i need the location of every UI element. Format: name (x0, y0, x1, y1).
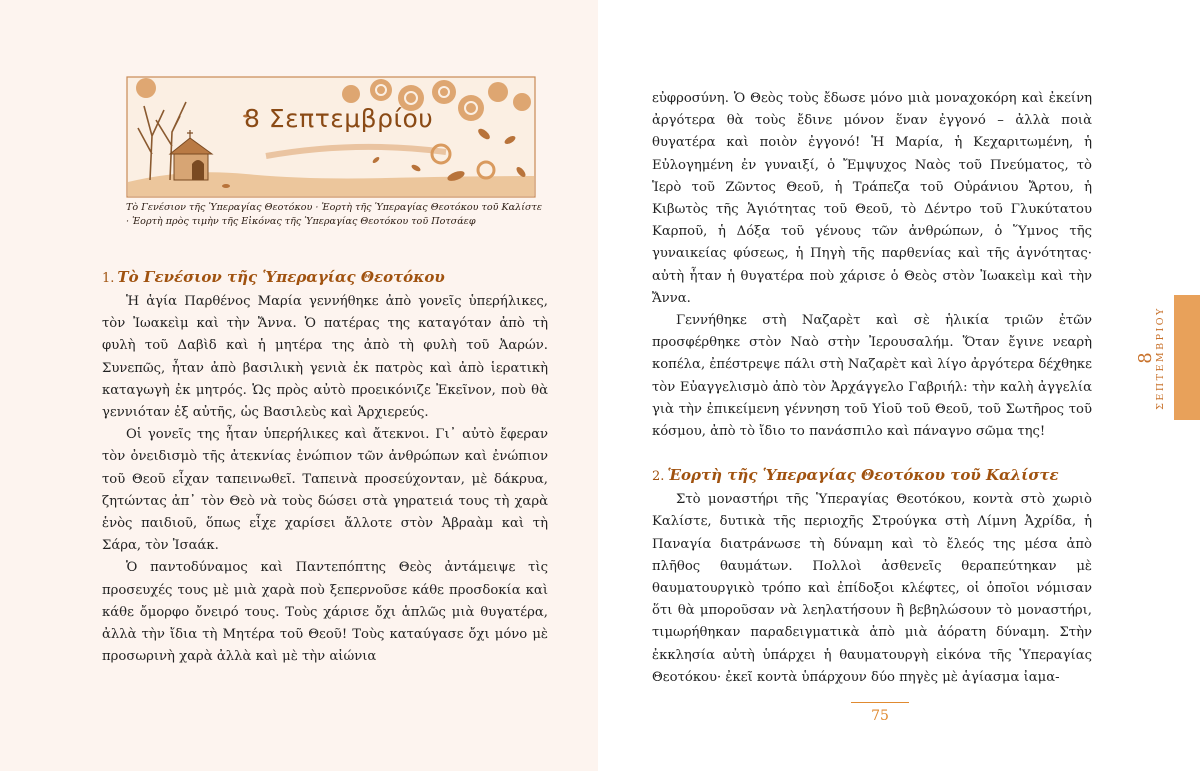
paragraph: Ἡ ἁγία Παρθένος Μαρία γεννήθηκε ἀπὸ γονεῖς ὑπερήλικες, τὸν Ἰωακεὶμ καὶ τὴν Ἄννα. Ὁ πατέρας της καταγόταν ἀπὸ τὴ φυλὴ τοῦ Δαβὶδ καὶ ἡ μητέρα της ἀπὸ τὴ φυλὴ τοῦ Ἀαρών. Συνεπῶς, ἦταν ἀπὸ βασιλικὴ γενιὰ ἐκ πατρὸς καὶ ἀπὸ ἱερατικὴ καταγωγὴ ἐκ μητρός. Ὡς πρὸς αὐτὸ προεικόνιζε Ἐκεῖνον, ποὺ θὰ γεννιόταν ἐξ αὐτῆς, ὡς Βασιλεὺς καὶ Ἀρχιερεύς. (102, 294, 548, 421)
page-number: 75 (871, 708, 889, 724)
paragraph: Οἱ γονεῖς της ἦταν ὑπερήλικες καὶ ἄτεκνοι. Γι᾽ αὐτὸ ἔφεραν τὸν ὀνειδισμὸ τῆς ἀτεκνίας ἐνώπιον τῶν ἀνθρώπων καὶ ἐνώπιον τοῦ Θεοῦ εἶχαν ταπεινωθεῖ. Ταπεινὰ προσεύχονταν, μὲ δάκρυα, ζητώντας ἀπ᾽ τὸν Θεὸ νὰ τοὺς δώσει στὰ γηρατειά τους τὴ χαρὰ ἑνὸς παιδιοῦ, ὅπως εἶχε χαρίσει ἄλλοτε στὸν Ἀβραὰμ καὶ τὴ Σάρα, τὸν Ἰσαάκ. (102, 427, 548, 554)
paragraph: εὐφροσύνη. Ὁ Θεὸς τοὺς ἔδωσε μόνο μιὰ μοναχοκόρη καὶ ἐκείνη ἀργότερα θὰ τοὺς ἔδινε μόνον ἕναν ἐγγονό – ἀλλὰ ποιὰ θυγατέρα καὶ ποιὸν ἐγγονό! Ἡ Μαρία, ἡ Κεχαριτωμένη, ἡ Εὐλογημένη ἐν γυναιξί, ὁ Ἔμψυχος Ναὸς τοῦ Πνεύματος, τὸ Ἱερὸ τοῦ Ζῶντος Θεοῦ, ἡ Τράπεζα τοῦ Οὐράνιου Ἄρτου, ἡ Κιβωτὸς τῆς Ἁγιότητας τοῦ Θεοῦ, τὸ Δέντρο τοῦ Γλυκύτατου Καρποῦ, ἡ Δόξα τοῦ γένους τῶν ἀνθρώπων, ὁ Ὕμνος τῆς γυναικείας φύσεως, ἡ Πηγὴ τῆς παρθενίας καὶ τῆς ἁγνότητας· αὐτὴ ἦταν ἡ θυγατέρα ποὺ χάρισε ὁ Θεὸς στὸν Ἰωακεὶμ καὶ τὴν Ἄννα. (652, 91, 1092, 306)
left-page (0, 0, 598, 771)
section-2-number: 2. (652, 469, 665, 485)
paragraph: Ὁ παντοδύναμος καὶ Παντεπόπτης Θεὸς ἀντάμειψε τὶς προσευχές τους μὲ μιὰ χαρὰ ποὺ ξεπερνοῦσε κάθε προσδοκία καὶ κάθε ὄμορφο ὄνειρό τους. Τοὺς χάρισε ὄχι ἁπλῶς μιὰ θυγατέρα, ἀλλὰ τὴν ἴδια τὴ Μητέρα τοῦ Θεοῦ! Τοὺς καταύγασε ὄχι μόνο μὲ προσωρινὴ χαρὰ ἀλλὰ καὶ μὲ τὴν αἰώνια (102, 560, 548, 665)
paragraph: Στὸ μοναστήρι τῆς Ὑπεραγίας Θεοτόκου, κοντὰ στὸ χωριὸ Καλίστε, δυτικὰ τῆς περιοχῆς Στρούγκα στὴ Λίμνη Ἀχρίδα, ἡ Παναγία διατράνωσε τὴ δύναμη καὶ τὸ ἔλεός της μέσα ἀπὸ πλῆθος θαυμάτων. Πολλοὶ ἀσθενεῖς θεραπεύτηκαν μὲ θαυματουργικὸ τρόπο καὶ ἐπίδοξοι κλέφτες, οἱ ὁποῖοι νόμισαν ὅτι θὰ μποροῦσαν νὰ λεηλατήσουν ἢ βεβηλώσουν τὸ μοναστήρι, τιμωρήθηκαν παραδειγματικὰ ἀπὸ μιὰ ἀόρατη δύναμη. Στὴν ἐκκλησία αὐτὴ ὑπάρχει ἡ θαυματουργὴ εἰκόνα τῆς Ὑπεραγίας Θεοτόκου· ἐκεῖ κοντὰ ὑπάρχουν δύο πηγὲς μὲ ἁγίασμα ἰαμα- (652, 492, 1092, 685)
left-text-column (102, 265, 548, 668)
autumn-chapel-illustration (126, 76, 536, 198)
chapter-banner-illustration (126, 76, 536, 198)
section-2-title: Ἑορτὴ τῆς Ὑπεραγίας Θεοτόκου τοῦ Καλίστε (667, 466, 1059, 485)
running-side-label (1132, 300, 1172, 420)
section-1-number: 1. (102, 271, 115, 286)
section-2-heading (652, 463, 1092, 489)
side-label-day: 8 (1135, 352, 1156, 364)
folio-rule (851, 702, 909, 703)
right-text-column (652, 88, 1092, 689)
thumb-index-tab (1174, 295, 1200, 420)
section-1-title: Τὸ Γενέσιον τῆς Ὑπεραγίας Θεοτόκου (117, 268, 445, 286)
chapter-date-title: 8 Σεπτεμβρίου (244, 104, 434, 133)
side-label-month: ΣΕΠΤΕΜΒΡΙΟΥ (1155, 306, 1166, 410)
chapter-feasts-caption: Τὸ Γενέσιον τῆς Ὑπεραγίας Θεοτόκου · Ἑορτὴ τῆς Ὑπεραγίας Θεοτόκου τοῦ Καλίστε · Ἑορτὴ πρὸς τιμὴν τῆς Εἰκόνας τῆς Ὑπεραγίας Θεοτόκου τοῦ Ποτσάεφ (126, 202, 542, 227)
paragraph: Γεννήθηκε στὴ Ναζαρὲτ καὶ σὲ ἡλικία τριῶν ἐτῶν προσφέρθηκε στὸν Ναὸ στὴν Ἰερουσαλήμ. Ὅταν ἔγινε νεαρὴ κοπέλα, ἐπέστρεψε πάλι στὴ Ναζαρὲτ καὶ λίγο ἀργότερα δέχθηκε τὸν Εὐαγγελισμὸ ἀπὸ τὸν Ἀρχάγγελο Γαβριήλ: τὴν καλὴ ἀγγελία γιὰ τὴν ἐπικείμενη γέννηση τοῦ Υἱοῦ τοῦ Θεοῦ, τοῦ Σωτῆρος τοῦ κόσμου, ἀπὸ τὸ ἴδιο το πανάσπιλο καὶ πάναγνο σῶμα της! (652, 313, 1092, 440)
section-1-heading (102, 265, 548, 291)
